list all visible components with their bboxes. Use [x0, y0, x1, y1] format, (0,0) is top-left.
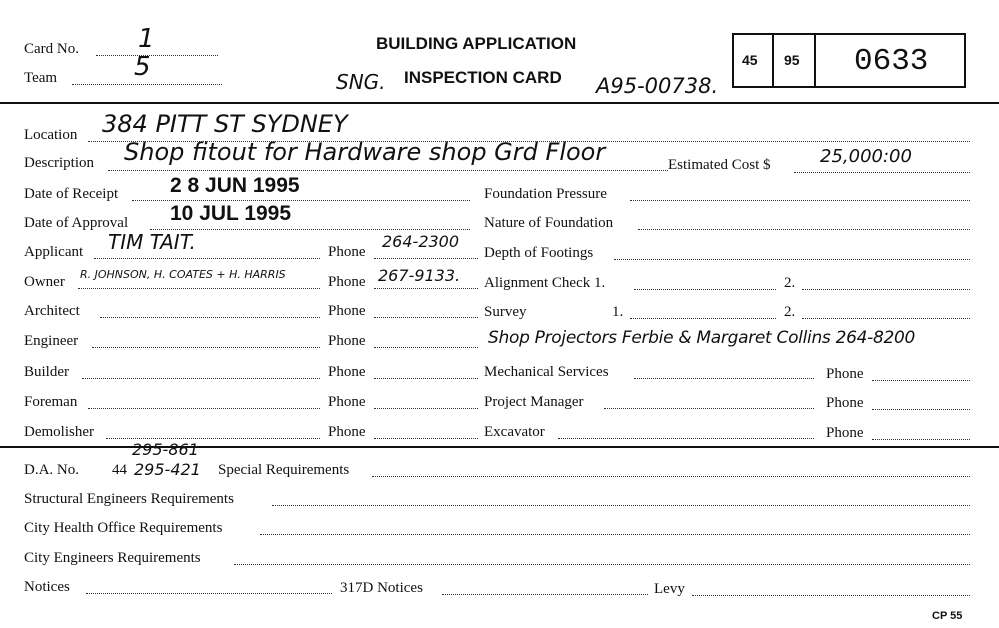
applicant-phone-line	[374, 258, 478, 259]
demolisher-line	[106, 438, 320, 439]
project-manager-label: Project Manager	[484, 394, 584, 410]
description-value: Shop fitout for Hardware shop Grd Floor	[124, 138, 606, 166]
applicant-value: TIM TAIT.	[108, 230, 196, 254]
owner-value: R. JOHNSON, H. COATES + H. HARRIS	[80, 268, 286, 281]
card-number-box	[732, 33, 966, 88]
notices-line	[86, 593, 332, 594]
survey-line-1	[630, 318, 776, 319]
engineer-phone-line	[374, 347, 478, 348]
date-of-receipt-label: Date of Receipt	[24, 186, 119, 202]
project-manager-phone-line	[872, 409, 970, 410]
project-manager-line	[604, 408, 814, 409]
box-cell-95: 95	[784, 52, 800, 68]
owner-phone-value: 267-9133.	[378, 266, 461, 285]
owner-line	[78, 288, 320, 289]
da-no-prefix: 44	[112, 462, 127, 478]
architect-label: Architect	[24, 303, 80, 319]
structural-engineers-line	[272, 505, 970, 506]
foreman-line	[88, 408, 320, 409]
box-divider-1	[772, 33, 774, 88]
project-manager-phone-label: Phone	[826, 395, 864, 411]
nature-of-foundation-line	[638, 229, 970, 230]
foundation-pressure-line	[630, 200, 970, 201]
builder-phone-line	[374, 378, 478, 379]
mechanical-phone-line	[872, 380, 970, 381]
estimated-cost-value: 25,000:00	[820, 146, 912, 167]
box-divider-2	[814, 33, 816, 88]
depth-of-footings-line	[614, 259, 970, 260]
alignment-check-2-label: 2.	[784, 275, 796, 291]
team-value: 5	[134, 52, 151, 82]
engineer-label: Engineer	[24, 333, 79, 349]
levy-line	[692, 595, 970, 596]
card-no-line	[96, 55, 218, 56]
architect-phone-label: Phone	[328, 303, 366, 319]
foreman-phone-line	[374, 408, 478, 409]
reference-number: A95-00738.	[596, 74, 719, 98]
excavator-line	[558, 438, 814, 439]
date-of-approval-stamp: 10 JUL 1995	[170, 202, 292, 225]
nature-of-foundation-label: Nature of Foundation	[484, 215, 614, 231]
description-line	[108, 170, 668, 171]
applicant-phone-label: Phone	[328, 244, 366, 260]
survey-line-2	[802, 318, 970, 319]
date-of-receipt-line	[132, 200, 470, 201]
city-health-label: City Health Office Requirements	[24, 520, 223, 536]
builder-phone-label: Phone	[328, 364, 366, 380]
alignment-check-line-1	[634, 289, 776, 290]
applicant-line	[94, 258, 320, 259]
excavator-phone-line	[872, 439, 970, 440]
builder-line	[82, 378, 320, 379]
alignment-check-line-2	[802, 289, 970, 290]
levy-label: Levy	[654, 581, 685, 597]
builder-label: Builder	[24, 364, 69, 380]
date-of-approval-label: Date of Approval	[24, 215, 129, 231]
architect-phone-line	[374, 317, 478, 318]
notices-317d-line	[442, 594, 648, 595]
box-cell-45: 45	[742, 52, 758, 68]
mechanical-phone-label: Phone	[826, 366, 864, 382]
form-code: CP 55	[932, 610, 963, 622]
architect-line	[100, 317, 320, 318]
survey-label: Survey	[484, 304, 527, 320]
engineer-line	[92, 347, 320, 348]
engineer-phone-label: Phone	[328, 333, 366, 349]
title-line-2: INSPECTION CARD	[404, 68, 562, 87]
city-engineers-label: City Engineers Requirements	[24, 550, 201, 566]
owner-label: Owner	[24, 274, 65, 290]
city-engineers-line	[234, 564, 970, 565]
card-no-value: 1	[138, 24, 155, 54]
engineer-handwritten-note: Shop Projectors Ferbie & Margaret Collins 264-8200	[488, 328, 916, 348]
demolisher-phone-label: Phone	[328, 424, 366, 440]
survey-2-label: 2.	[784, 304, 796, 320]
description-label: Description	[24, 155, 94, 171]
title-line-1: BUILDING APPLICATION	[376, 34, 577, 53]
mechanical-services-label: Mechanical Services	[484, 364, 609, 380]
structural-engineers-label: Structural Engineers Requirements	[24, 491, 234, 507]
owner-phone-label: Phone	[328, 274, 366, 290]
foreman-label: Foreman	[24, 394, 78, 410]
demolisher-label: Demolisher	[24, 424, 94, 440]
demolisher-phone-line	[374, 438, 478, 439]
excavator-label: Excavator	[484, 424, 545, 440]
mechanical-services-line	[634, 378, 814, 379]
alignment-check-label: Alignment Check 1.	[484, 275, 606, 291]
date-of-receipt-stamp: 2 8 JUN 1995	[170, 174, 300, 197]
da-no-value: 295-421	[134, 460, 201, 479]
applicant-label: Applicant	[24, 244, 84, 260]
card-no-label: Card No.	[24, 41, 79, 57]
special-requirements-label: Special Requirements	[218, 462, 350, 478]
team-line	[72, 84, 222, 85]
location-label: Location	[24, 127, 78, 143]
applicant-phone-value: 264-2300	[382, 232, 460, 251]
sng-note: SNG.	[336, 70, 386, 94]
estimated-cost-label: Estimated Cost $	[668, 157, 771, 173]
foundation-pressure-label: Foundation Pressure	[484, 186, 607, 202]
header-rule	[0, 102, 999, 104]
survey-1-label: 1.	[612, 304, 624, 320]
excavator-phone-label: Phone	[826, 425, 864, 441]
estimated-cost-line	[794, 172, 970, 173]
notices-317d-label: 317D Notices	[340, 580, 423, 596]
date-of-approval-line	[150, 229, 470, 230]
owner-phone-line	[374, 288, 478, 289]
special-requirements-line	[372, 476, 970, 477]
notices-label: Notices	[24, 579, 70, 595]
box-cell-number: 0633	[854, 44, 929, 79]
da-no-value-above: 295-861	[132, 440, 199, 459]
city-health-line	[260, 534, 970, 535]
team-label: Team	[24, 70, 58, 86]
location-value: 384 PITT ST SYDNEY	[102, 110, 348, 138]
depth-of-footings-label: Depth of Footings	[484, 245, 594, 261]
foreman-phone-label: Phone	[328, 394, 366, 410]
da-no-label: D.A. No.	[24, 462, 79, 478]
